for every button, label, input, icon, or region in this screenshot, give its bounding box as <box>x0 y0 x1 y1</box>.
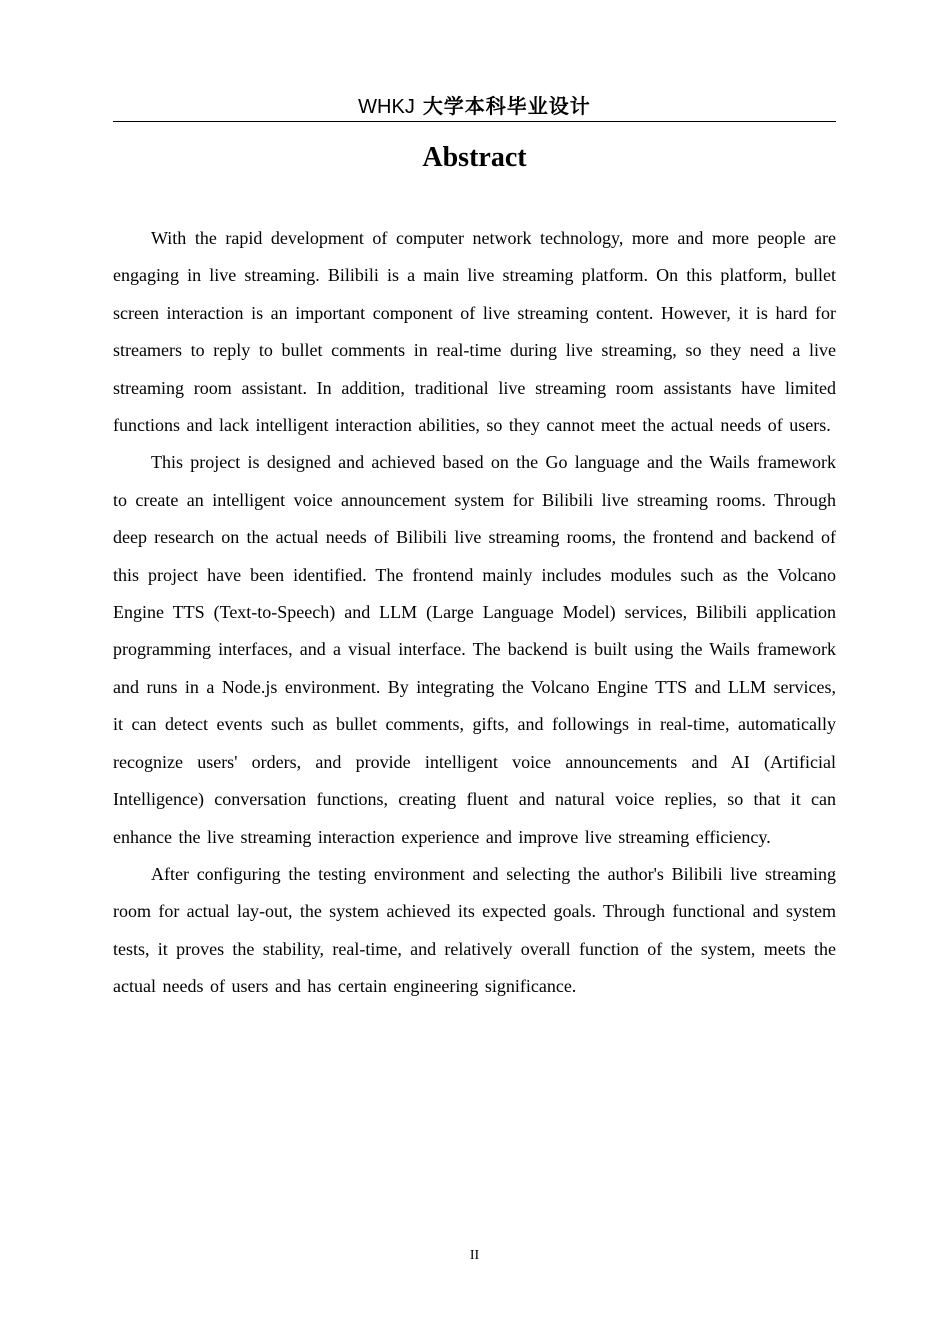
header-rule <box>113 121 836 122</box>
page-number: II <box>469 1248 480 1263</box>
header-document-type: 大学本科毕业设计 <box>422 94 591 118</box>
section-title: Abstract <box>422 142 527 173</box>
abstract-body <box>113 220 836 1006</box>
abstract-paragraph-3: After configuring the testing environment and selecting the author's Bilibili live streaming room for actual lay-out, the system achieved its expected goals. Through functional and system tests, it proves the stability, real-time, and relatively overall function of the system, meets the actual needs of users and has certain engineering significance. <box>113 863 836 997</box>
header-institution-code: WHKJ <box>358 96 415 118</box>
abstract-paragraph-1: With the rapid development of computer network technology, more and more people are engaging in live streaming. Bilibili is a main live streaming platform. On this platform, bullet screen interaction is an important component of live streaming content. However, it is hard for streamers to reply to bullet comments in real-time during live streaming, so they need a live streaming room assistant. In addition, traditional live streaming room assistants have limited functions and lack intelligent interaction abilities, so they cannot meet the actual needs of users. <box>113 228 836 436</box>
abstract-paragraph-2: This project is designed and achieved based on the Go language and the Wails framework to create an intelligent voice announcement system for Bilibili live streaming rooms. Through deep research on the actual needs of Bilibili live streaming rooms, the frontend and backend of this project have been identified. The frontend mainly includes modules such as the Volcano Engine TTS (Text-to-Speech) and LLM (Large Language Model) services, Bilibili application programming interfaces, and a visual interface. The backend is built using the Wails framework and runs in a Node.js environment. By integrating the Volcano Engine TTS and LLM services, it can detect events such as bullet comments, gifts, and followings in real-time, automatically recognize users' orders, and provide intelligent voice announcements and AI (Artificial Intelligence) conversation functions, creating fluent and natural voice replies, so that it can enhance the live streaming interaction experience and improve live streaming efficiency. <box>113 452 836 847</box>
running-header <box>113 92 836 120</box>
